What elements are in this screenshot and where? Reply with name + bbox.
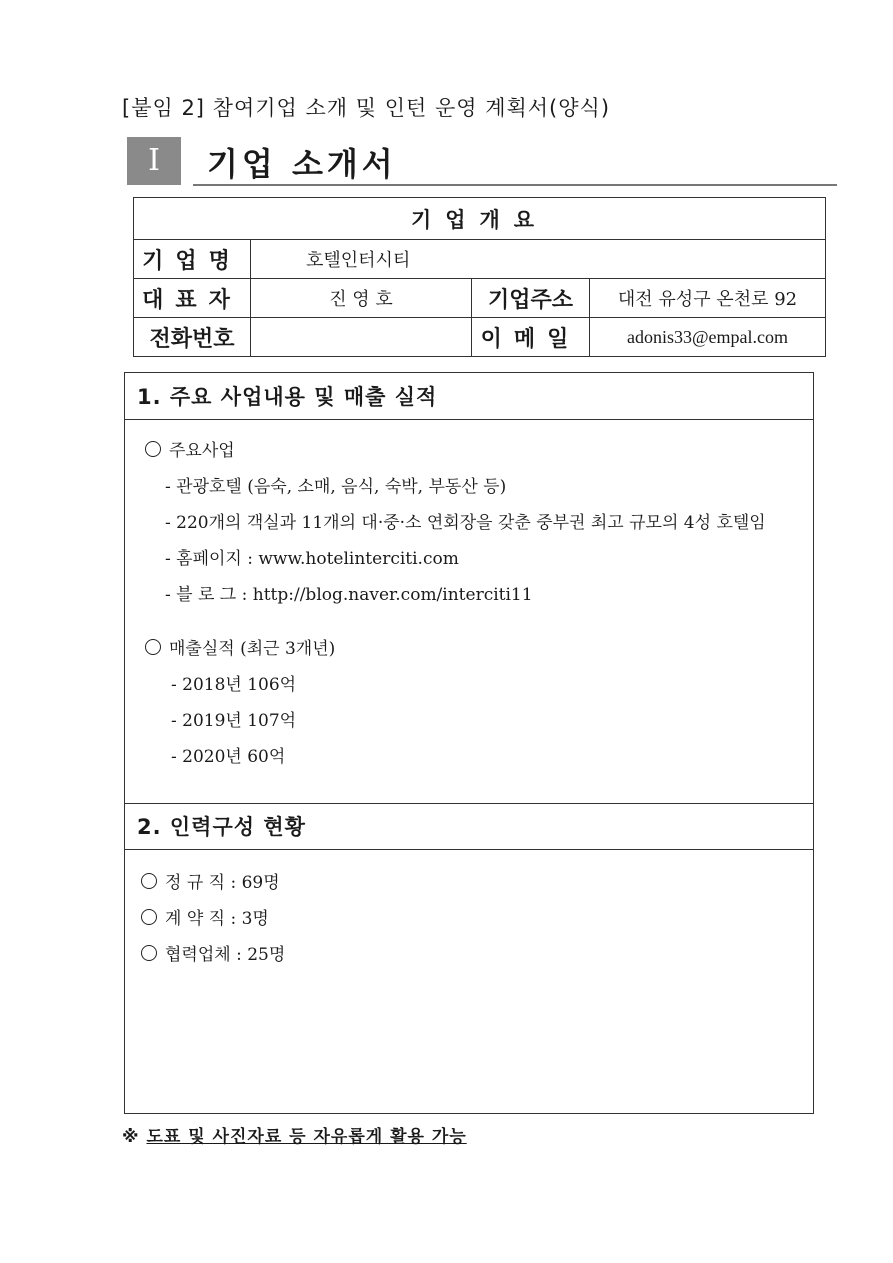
reference-mark-icon: ※ <box>122 1127 140 1147</box>
staff-item <box>141 868 280 893</box>
main-business-title <box>145 436 235 461</box>
business-item: - 220개의 객실과 11개의 대·중·소 연회장을 갖춘 중부권 최고 규모의 4성 호텔임 <box>165 513 766 533</box>
staff-item <box>141 940 285 965</box>
footnote <box>122 1122 467 1147</box>
staff-item-text: 계 약 직 : 3명 <box>165 909 269 929</box>
circle-bullet-icon <box>145 441 161 457</box>
attachment-title: [붙임 2] 참여기업 소개 및 인턴 운영 계획서(양식) <box>122 96 611 120</box>
company-name-label: 기업명 <box>134 240 251 279</box>
circle-bullet-icon <box>145 639 161 655</box>
section-numeral: Ⅰ <box>127 137 181 185</box>
section-title: 기업 소개서 <box>207 145 397 183</box>
phone-value <box>251 318 472 357</box>
company-name-value: 호텔인터시티 <box>251 240 826 279</box>
sales-title <box>145 634 335 659</box>
staff-section <box>124 803 814 1114</box>
business-section <box>124 372 814 804</box>
section-divider <box>193 184 837 186</box>
staff-item <box>141 904 269 929</box>
business-item: - 블 로 그 : http://blog.naver.com/interciti11 <box>165 585 533 605</box>
staff-heading: 2. 인력구성 현황 <box>125 803 813 850</box>
ceo-label: 대표자 <box>134 279 251 318</box>
phone-label: 전화번호 <box>134 318 251 357</box>
sales-item: - 2019년 107억 <box>171 711 297 731</box>
address-label: 기업주소 <box>472 279 590 318</box>
address-value: 대전 유성구 온천로 92 <box>590 279 826 318</box>
staff-item-text: 협력업체 : 25명 <box>165 945 286 965</box>
circle-bullet-icon <box>141 909 157 925</box>
email-label: 이메일 <box>472 318 590 357</box>
business-item: - 관광호텔 (음숙, 소매, 음식, 숙박, 부동산 등) <box>165 477 507 497</box>
sales-item: - 2020년 60억 <box>171 747 286 767</box>
email-value: adonis33@empal.com <box>590 318 826 357</box>
sales-title-text: 매출실적 (최근 3개년) <box>169 639 336 659</box>
circle-bullet-icon <box>141 945 157 961</box>
section-header <box>127 137 837 189</box>
ceo-value: 진 영 호 <box>251 279 472 318</box>
overview-title: 기업개요 <box>134 198 826 240</box>
company-overview-table <box>133 197 826 357</box>
circle-bullet-icon <box>141 873 157 889</box>
footnote-text: 도표 및 사진자료 등 자유롭게 활용 가능 <box>146 1127 467 1147</box>
sales-item: - 2018년 106억 <box>171 675 297 695</box>
staff-item-text: 정 규 직 : 69명 <box>165 873 280 893</box>
business-item: - 홈페이지 : www.hotelinterciti.com <box>165 549 459 569</box>
business-heading: 1. 주요 사업내용 및 매출 실적 <box>125 373 813 420</box>
main-business-title-text: 주요사업 <box>169 441 235 461</box>
